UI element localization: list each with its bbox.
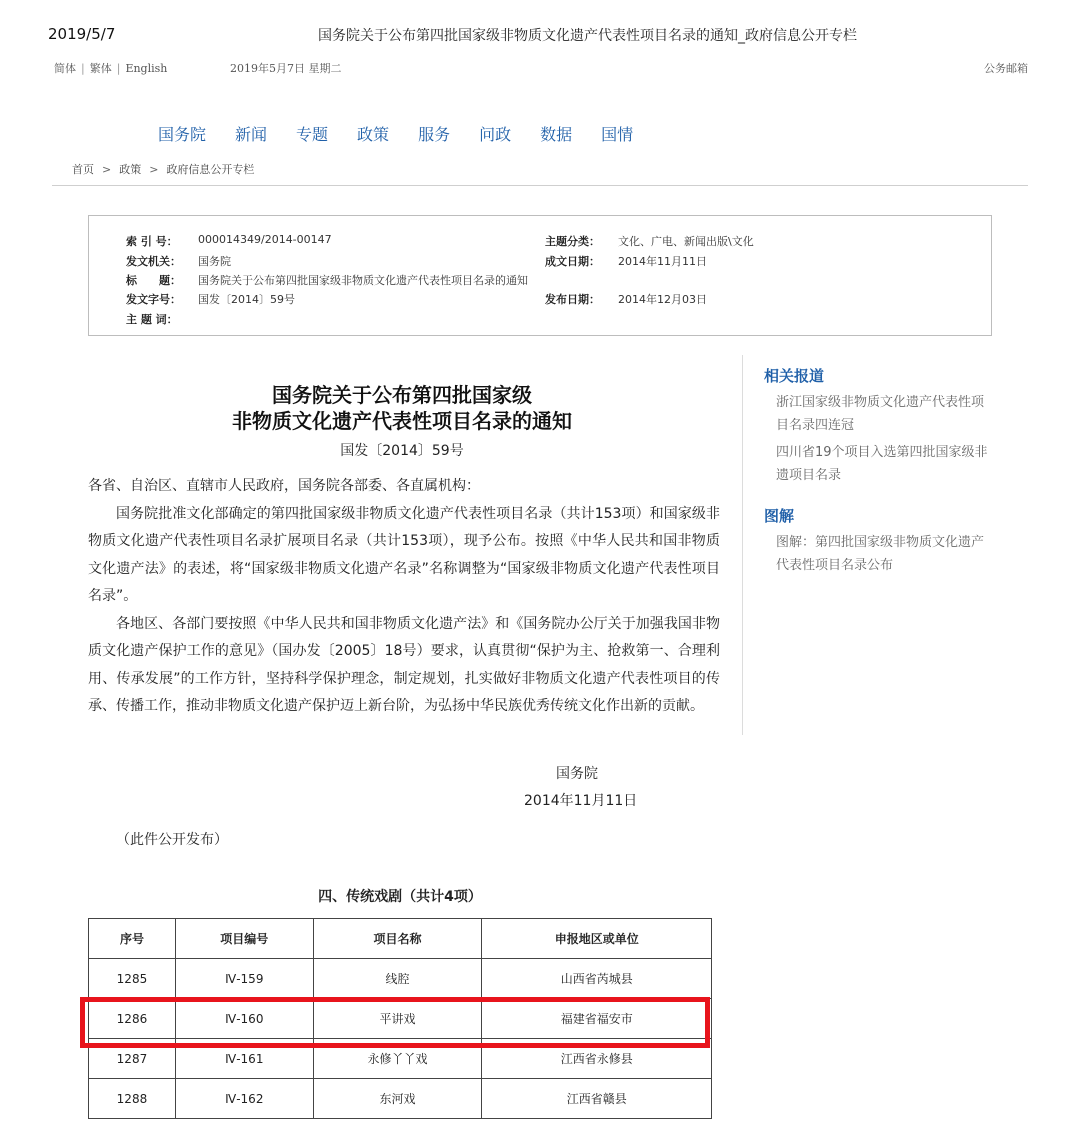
header-item-code: 项目编号 [175,919,313,959]
print-page-title: 国务院关于公布第四批国家级非物质文化遗产代表性项目名录的通知_政府信息公开专栏 [318,28,857,44]
category-label: 主题分类： [545,235,600,248]
published-date-value: 2014年12月03日 [618,293,707,306]
created-date-value: 2014年11月11日 [618,255,707,268]
cell-item-name: 东河戏 [313,1079,482,1119]
title-value: 国务院关于公布第四批国家级非物质文化遗产代表性项目名录的通知 [198,274,528,287]
document-metadata-box [88,215,992,336]
signatory: 国务院 [556,766,598,782]
table-header-row [89,919,712,959]
doc-number-label: 发文字号： [126,293,181,306]
cell-seq: 1287 [89,1039,176,1079]
nav-item-services[interactable]: 服务 [418,125,451,144]
breadcrumb-current[interactable]: 政府信息公开专栏 [166,163,255,176]
related-link[interactable]: 浙江国家级非物质文化遗产代表性项目名录四连冠 [776,395,985,433]
separator: | [116,62,121,75]
graphic-heading: 图解 [764,507,795,525]
divider [52,185,1028,186]
sign-date: 2014年11月11日 [524,793,638,809]
nav-item-policy[interactable]: 政策 [357,125,390,144]
paragraph-2: 各地区、各部门要按照《中华人民共和国非物质文化遗产法》和《国务院办公厅关于加强我国非物质文化遗产保护工作的意见》（国办发〔2005〕18号）要求，认真贯彻“保护为主、抢救第一、合理利用、传承发展”的工作方针，坚持科学保护理念，制定规划，扎实做好非物质文化遗产代表性项目的传承、传播工作，推动非物质文化遗产保护迈上新台阶，为弘扬中华民族优秀传统文化作出新的贡献。 [88,615,720,714]
breadcrumb-home[interactable]: 首页 [72,163,94,176]
paragraph-1: 国务院批准文化部确定的第四批国家级非物质文化遗产代表性项目名录（共计153项）和国家级非物质文化遗产代表性项目名录扩展项目名录（共计153项），现予公布。按照《中华人民共和国非物质文化遗产法》的表述，将“国家级非物质文化遗产名录”名称调整为“国家级非物质文化遗产代表性项目名录”。 [88,505,720,604]
doc-number-value: 国发〔2014〕59号 [198,293,295,306]
breadcrumb-separator: > [102,163,112,176]
main-nav [158,122,662,145]
document-number: 国发〔2014〕59号 [340,443,464,459]
cell-seq: 1286 [89,999,176,1039]
nav-item-national-info[interactable]: 国情 [601,125,634,144]
table-row [89,1079,712,1119]
nav-item-inquiry[interactable]: 问政 [479,125,512,144]
table-row [89,959,712,999]
cell-item-code: Ⅳ-162 [175,1079,313,1119]
keywords-label: 主 题 词： [126,313,178,326]
index-label: 索 引 号： [126,235,178,248]
cell-item-code: Ⅳ-160 [175,999,313,1039]
breadcrumb [72,161,254,177]
cell-item-code: Ⅳ-159 [175,959,313,999]
lang-english-link[interactable]: English [125,62,168,75]
cell-seq: 1288 [89,1079,176,1119]
lang-simplified-link[interactable]: 简体 [54,62,76,75]
document-title-line1: 国务院关于公布第四批国家级 [272,383,532,407]
cell-item-name: 线腔 [313,959,482,999]
lang-traditional-link[interactable]: 繁体 [89,62,112,75]
nav-item-news[interactable]: 新闻 [235,125,268,144]
cell-region: 江西省赣县 [482,1079,712,1119]
cell-item-code: Ⅳ-161 [175,1039,313,1079]
issuer-value: 国务院 [198,255,231,268]
created-date-label: 成文日期： [545,255,600,268]
related-link[interactable]: 四川省19个项目入选第四批国家级非遗项目名录 [776,445,988,483]
language-switcher [54,60,167,76]
category-value: 文化、广电、新闻出版\文化 [618,235,754,248]
document-title-line2: 非物质文化遗产代表性项目名录的通知 [232,409,572,433]
published-date-label: 发布日期： [545,293,600,306]
cell-item-name: 永修丫丫戏 [313,1039,482,1079]
sidebar-divider [742,355,743,735]
separator: | [81,62,85,75]
graphic-link[interactable]: 图解：第四批国家级非物质文化遗产代表性项目名录公布 [776,535,985,573]
header-item-name: 项目名称 [313,919,482,959]
nav-item-topics[interactable]: 专题 [296,125,329,144]
breadcrumb-policy[interactable]: 政策 [119,163,142,176]
cell-region: 山西省芮城县 [482,959,712,999]
breadcrumb-separator: > [149,163,159,176]
salutation: 各省、自治区、直辖市人民政府，国务院各部委、各直属机构： [88,478,480,494]
nav-item-data[interactable]: 数据 [540,125,573,144]
nav-item-state-council[interactable]: 国务院 [158,125,207,144]
cell-region: 江西省永修县 [482,1039,712,1079]
cell-item-name: 平讲戏 [313,999,482,1039]
issuer-label: 发文机关： [126,255,181,268]
today-date: 2019年5月7日 星期二 [230,62,342,75]
mailbox-link[interactable]: 公务邮箱 [984,62,1028,75]
header-region: 申报地区或单位 [482,919,712,959]
title-label: 标 题： [126,274,181,287]
public-release-note: （此件公开发布） [116,832,228,848]
highlight-box [80,997,710,1048]
cell-region: 福建省福安市 [482,999,712,1039]
header-seq: 序号 [89,919,176,959]
cell-seq: 1285 [89,959,176,999]
related-reports-heading: 相关报道 [764,367,825,385]
index-value: 000014349/2014-00147 [198,233,332,246]
table-caption: 四、传统戏剧（共计4项） [318,889,482,905]
print-date: 2019/5/7 [48,25,116,43]
document-body [88,473,720,721]
